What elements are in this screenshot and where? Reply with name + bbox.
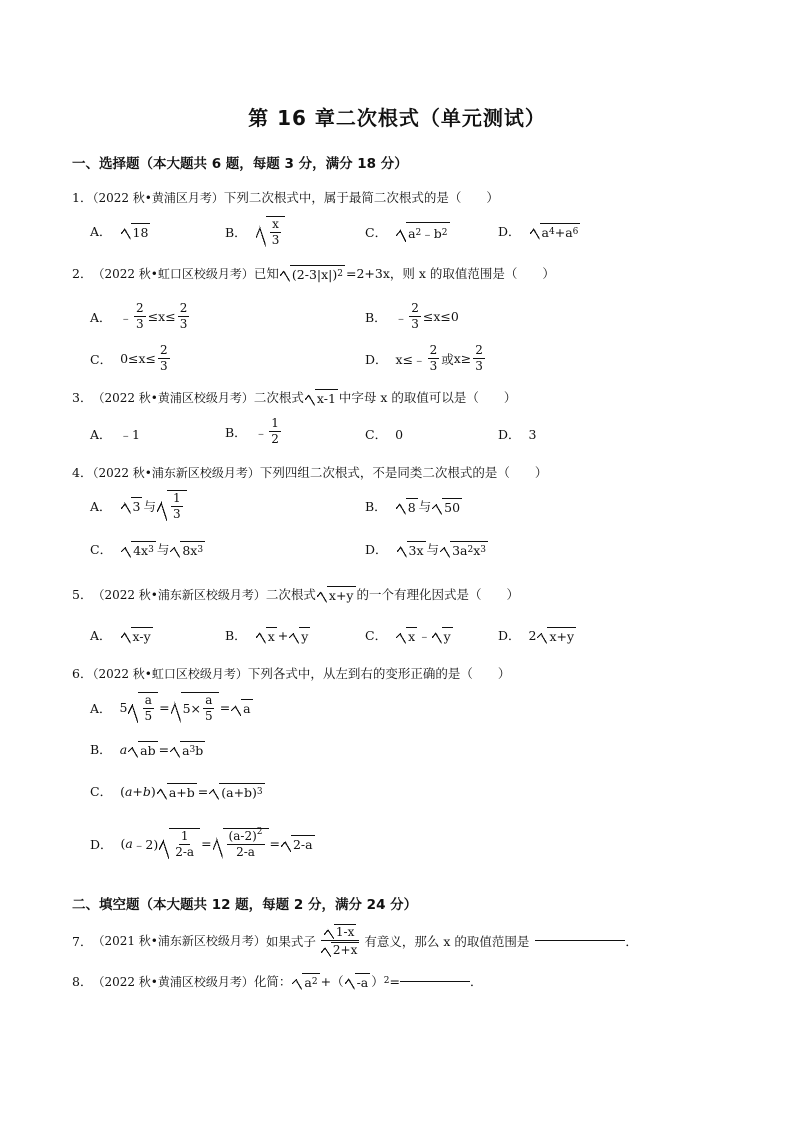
- q5-option-c[interactable]: C． x ﹣ y: [365, 628, 451, 644]
- q3-option-a[interactable]: A． ﹣1: [90, 427, 140, 442]
- answer-blank-7[interactable]: [535, 940, 625, 941]
- q2-option-b[interactable]: B． ﹣ $\frac{2}{3}$ ≤x≤0: [365, 301, 459, 331]
- q5-option-a[interactable]: A． x-y: [90, 628, 151, 644]
- q3-option-b[interactable]: B． ﹣ $\frac{1}{2}$: [225, 416, 279, 446]
- question-7: 7． （2021 秋•浦东新区校级月考） 如果式子 $\frac{1-x}{2+x}$ 有意义，那么 x 的取值范围是 ．: [72, 925, 638, 957]
- q2-option-d[interactable]: D． x≤﹣ $\frac{2}{3}$ 或 x≥ $\frac{2}{3}$: [365, 343, 483, 373]
- q3-option-d[interactable]: D． 3: [498, 426, 537, 442]
- q4-option-a[interactable]: A． 3 与 $\frac{1}{3}$: [90, 490, 188, 521]
- q2-option-a[interactable]: A． ﹣ $\frac{2}{3}$ ≤x≤ $\frac{2}{3}$: [90, 301, 188, 331]
- section-heading-fill: 二、填空题（本大题共 12 题，每题 2 分，满分 24 分）: [72, 897, 418, 913]
- q6-option-a[interactable]: A． 5 $\frac{a}{5}$ = 5× $\frac{a}{5}$ = a: [90, 693, 251, 723]
- q1-option-d[interactable]: D． a 4 +a 6: [498, 224, 579, 240]
- q1-option-b[interactable]: B． $\frac{x}{3}$: [225, 216, 286, 247]
- q1-option-a[interactable]: A． 18: [90, 224, 149, 240]
- q6-option-b[interactable]: B． a ab = a 3 b: [90, 741, 204, 758]
- question-8: 8． （2022 秋•黄浦区校级月考） 化简： a 2 +（ -a ） 2 = ．: [72, 973, 483, 990]
- q4-option-c[interactable]: C． 4x 3 与 8x 3: [90, 542, 204, 558]
- section-heading-choice: 一、选择题（本大题共 6 题，每题 3 分，满分 18 分）: [72, 156, 408, 172]
- q1-option-c[interactable]: C． a 2 ﹣b 2: [365, 222, 451, 242]
- question-5: 5． （2022 秋•浦东新区校级月考） 二次根式 x+y 的一个有理化因式是（ ）: [72, 587, 520, 603]
- question-2: 2． （2022 秋•虹口区校级月考） 已知 (2-3|x|) 2 =2+3x，则 x 的取值范围是（ ）: [72, 266, 555, 282]
- page-title: 第 16 章二次根式（单元测试）: [248, 106, 546, 130]
- q3-option-c[interactable]: C． 0: [365, 426, 404, 442]
- q4-option-b[interactable]: B． 8 与 50: [365, 499, 461, 515]
- q5-option-d[interactable]: D． 2 x+y: [498, 627, 575, 644]
- q5-option-b[interactable]: B． x + y: [225, 627, 309, 644]
- question-4: 4．（2022 秋•浦东新区校级月考）下列四组二次根式，不是同类二次根式的是（ ）: [72, 465, 548, 480]
- question-1: 1．（2022 秋•黄浦区月考）下列二次根式中，属于最简二次根式的是（ ）: [72, 190, 499, 205]
- q6-option-d[interactable]: D． ( a ﹣2) $\frac{1}{2-a}$ = $\frac{(a-2)^2}{2-a}$ = 2-a: [90, 827, 313, 859]
- question-3: 3． （2022 秋•黄浦区校级月考） 二次根式 x-1 中字母 x 的取值可以是（ ）: [72, 390, 517, 406]
- q6-option-c[interactable]: C． ( a + b ) a+b = (a+b) 3: [90, 783, 263, 800]
- answer-blank-8[interactable]: [400, 981, 470, 982]
- q2-option-c[interactable]: C． 0≤x≤ $\frac{2}{3}$: [90, 343, 168, 373]
- q4-option-d[interactable]: D． 3x 与 3a 2 x 3: [365, 542, 486, 558]
- question-6: 6．（2022 秋•虹口区校级月考）下列各式中，从左到右的变形正确的是（ ）: [72, 666, 511, 681]
